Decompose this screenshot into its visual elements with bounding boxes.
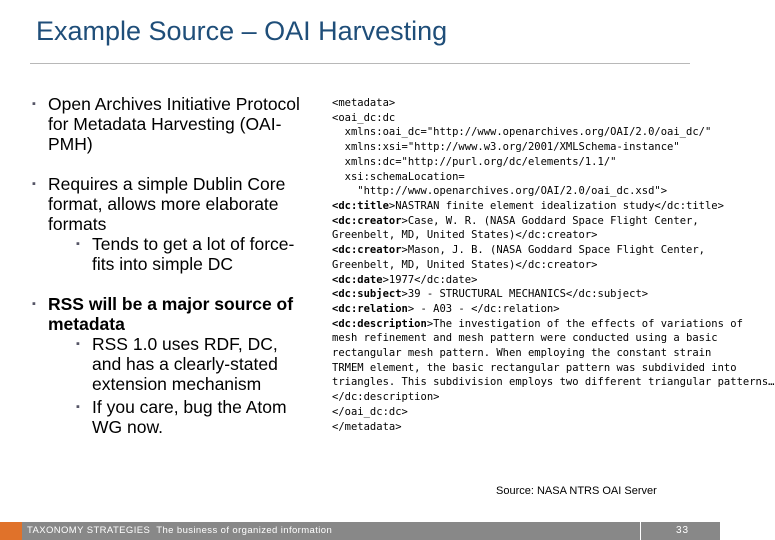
xml-text: >1977</dc:date> (382, 273, 478, 286)
xml-tag: <dc:date (332, 273, 383, 286)
xml-text: >NASTRAN finite element idealization study</dc:title> (388, 200, 724, 212)
square-bullet-icon: ▪ (76, 401, 80, 413)
xml-text: Greenbelt, MD, United States)</dc:creator> (332, 258, 598, 271)
square-bullet-icon: ▪ (76, 238, 80, 250)
code-line: <metadata> (332, 97, 396, 109)
footer-brand: TAXONOMY STRATEGIES (27, 525, 151, 536)
code-line: xmlns:dc="http://purl.org/dc/elements/1.1/" (332, 155, 617, 168)
code-line: "http://www.openarchives.org/OAI/2.0/oai_dc.xsd"> (332, 185, 668, 198)
sub-bullet-force-fits (64, 234, 310, 274)
bullet-rss (32, 294, 310, 437)
xml-text: TRMEM element, the basic rectangular pattern was subdivided into (332, 361, 737, 374)
square-bullet-icon: ▪ (32, 298, 36, 310)
code-line: xsi:schemaLocation= (332, 170, 465, 183)
xml-text: triangles. This subdivision employs two different triangular patterns… (332, 376, 775, 389)
xml-metadata-body (332, 199, 775, 434)
footer-divider (640, 522, 641, 540)
xml-metadata-header (332, 96, 711, 199)
bullet-text: RSS will be a major source of metadata (48, 294, 294, 334)
title-divider (30, 63, 690, 64)
bullet-oai-pmh (32, 94, 310, 154)
xml-tag: <dc:creator (332, 244, 402, 257)
footer-branding (27, 525, 332, 536)
xml-tag: <dc:creator (332, 214, 402, 227)
bullet-dublin-core (32, 174, 310, 274)
source-credit: Source: NASA NTRS OAI Server (496, 485, 657, 497)
sub-bullet-text: Tends to get a lot of force-fits into simple DC (92, 234, 295, 274)
sub-bullet-text: RSS 1.0 uses RDF, DC, and has a clearly-stated extension mechanism (92, 334, 278, 394)
bullet-list (32, 94, 310, 457)
xml-text: >Case, W. R. (NASA Goddard Space Flight Center, (401, 214, 699, 227)
code-line: xmlns:xsi="http://www.w3.org/2001/XMLSchema-instance" (332, 141, 680, 154)
xml-text: </oai_dc:dc> (332, 405, 408, 418)
code-line: <oai_dc:dc (332, 111, 396, 124)
square-bullet-icon: ▪ (32, 98, 36, 110)
sub-bullet-atom-wg (64, 397, 310, 437)
slide-title: Example Source – OAI Harvesting (36, 16, 448, 46)
code-line: xmlns:oai_dc="http://www.openarchives.org/OAI/2.0/oai_dc/" (332, 126, 712, 139)
page-number: 33 (676, 525, 690, 536)
footer-tagline: The business of organized information (156, 525, 333, 536)
xml-text: mesh refinement and mesh pattern were conducted using a basic (332, 332, 718, 345)
square-bullet-icon: ▪ (32, 178, 36, 190)
xml-text: </dc:description> (332, 391, 440, 404)
xml-text: >39 - STRUCTURAL MECHANICS</dc:subject> (401, 288, 649, 301)
sub-bullet-rss-rdf (64, 334, 310, 394)
bullet-text: Requires a simple Dublin Core format, allows more elaborate formats (48, 174, 286, 234)
square-bullet-icon: ▪ (76, 338, 80, 350)
xml-text: Greenbelt, MD, United States)</dc:creator> (332, 229, 598, 242)
footer-accent-block (0, 522, 22, 540)
xml-text: >Mason, J. B. (NASA Goddard Space Flight Center, (401, 244, 705, 257)
bullet-text: Open Archives Initiative Protocol for Metadata Harvesting (OAI-PMH) (48, 94, 300, 154)
xml-text: > - A03 - </dc:relation> (407, 302, 560, 315)
xml-tag: <dc:title (332, 200, 389, 212)
xml-text: >The investigation of the effects of variations of (426, 317, 743, 330)
xml-text: </metadata> (332, 420, 402, 433)
footer-bar (0, 522, 720, 540)
xml-tag: <dc:subject (332, 288, 402, 301)
xml-text: rectangular mesh pattern. When employing the constant strain (332, 347, 712, 360)
xml-tag: <dc:description (332, 317, 427, 330)
xml-tag: <dc:relation (332, 302, 408, 315)
sub-bullet-text: If you care, bug the Atom WG now. (92, 397, 287, 437)
